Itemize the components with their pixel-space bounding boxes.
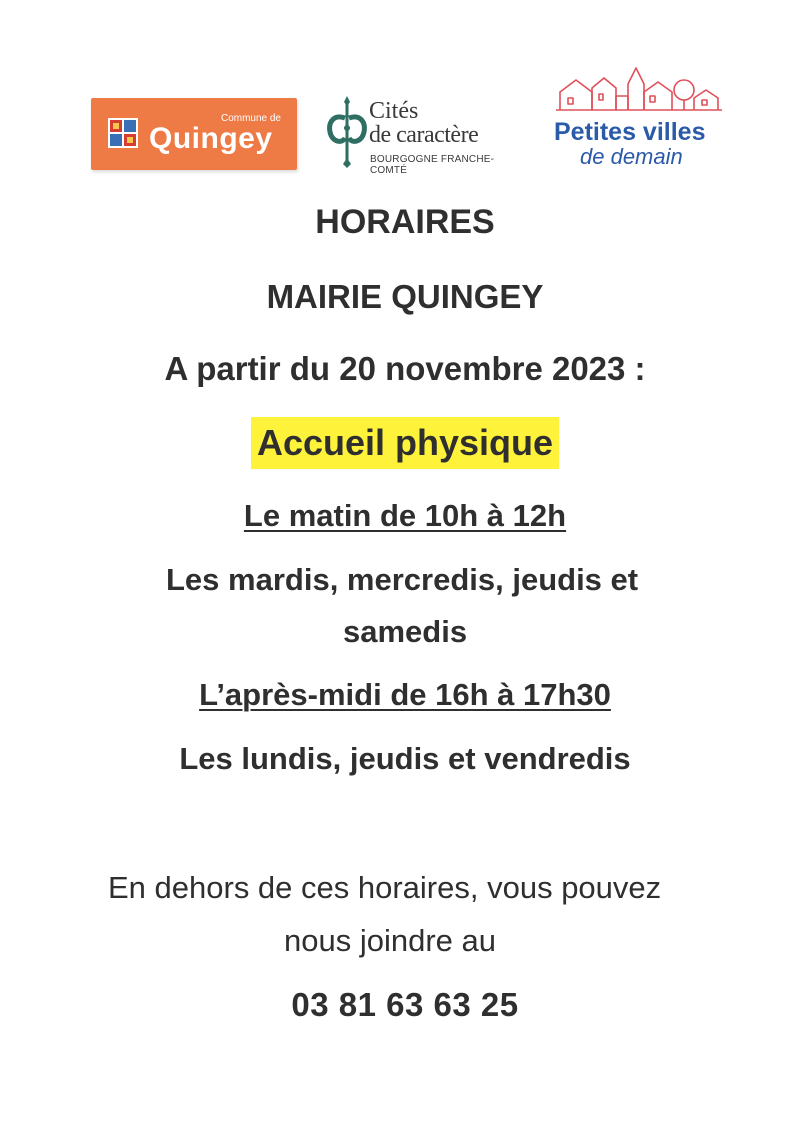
cites-logo-line2: de caractère (369, 122, 479, 148)
phone-number: 03 81 63 63 25 (291, 986, 519, 1023)
town-skyline-icon (554, 62, 724, 114)
morning-heading-row (0, 498, 810, 534)
coat-of-arms-icon (108, 118, 138, 148)
cites-emblem-icon (326, 92, 368, 168)
outside-hours-line1: En dehors de ces horaires, vous pouvez (108, 870, 662, 905)
petites-villes-de-demain-logo (552, 62, 732, 172)
quingey-logo-small-text: Commune de (220, 113, 281, 124)
section-heading-wrapper (0, 417, 810, 469)
outside-hours-line2: nous joindre au (284, 923, 496, 958)
section-heading-accueil: Accueil physique (251, 417, 559, 469)
cites-de-caractere-logo (326, 92, 526, 176)
notice-subtitle: MAIRIE QUINGEY (266, 278, 544, 315)
cites-logo-line1: Cités (369, 98, 419, 124)
afternoon-heading-row (0, 677, 810, 713)
pvd-logo-line2: de demain (580, 144, 683, 169)
afternoon-heading: L’après-midi de 16h à 17h30 (199, 677, 611, 712)
quingey-logo-name: Quingey (149, 122, 273, 155)
morning-days-line2: samedis (343, 614, 468, 649)
morning-heading: Le matin de 10h à 12h (243, 498, 567, 533)
notice-title: HORAIRES (315, 203, 495, 241)
afternoon-days: Les lundis, jeudis et vendredis (179, 741, 631, 776)
morning-days-line1: Les mardis, mercredis, jeudis et (166, 562, 639, 597)
cites-logo-line3: BOURGOGNE FRANCHE-COMTÉ (370, 154, 495, 176)
pvd-logo-line1: Petites villes (554, 118, 706, 146)
quingey-logo (91, 98, 297, 170)
notice-date-line: A partir du 20 novembre 2023 : (164, 350, 646, 387)
